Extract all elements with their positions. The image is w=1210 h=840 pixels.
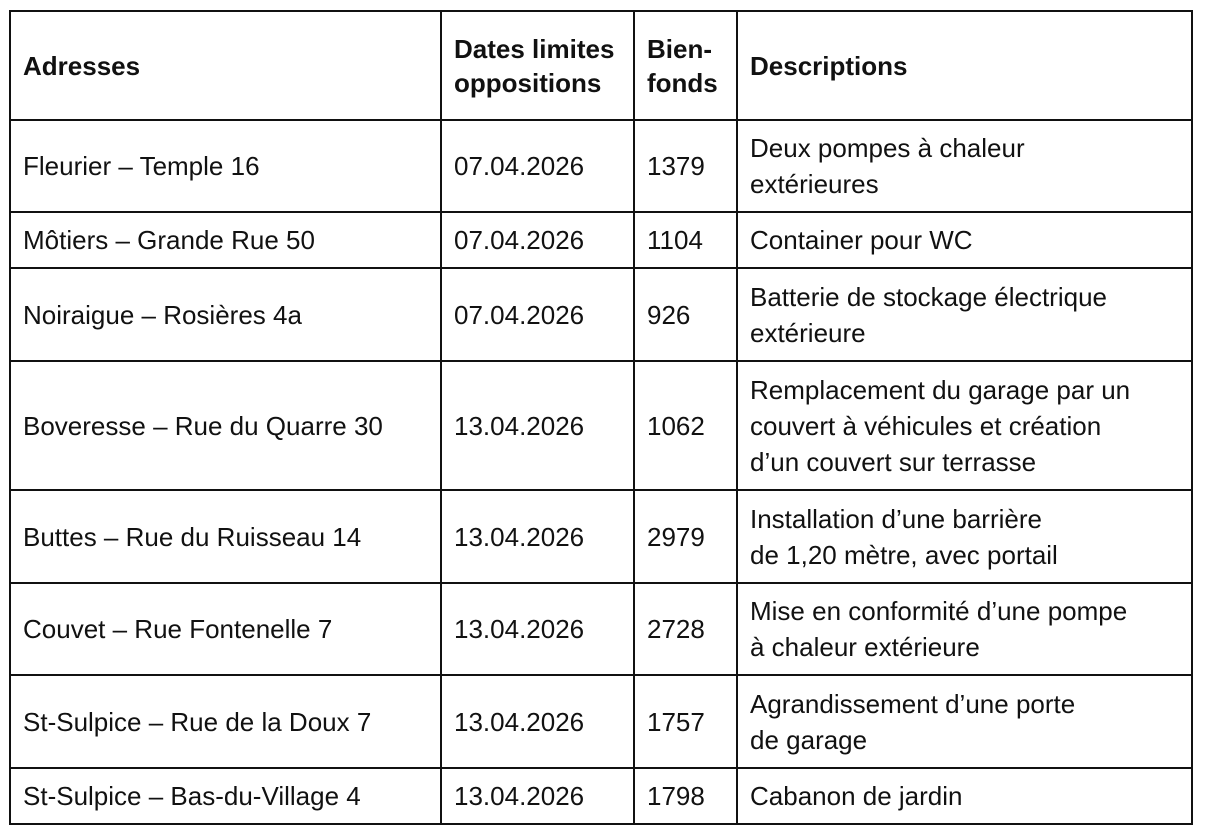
- cell-description: Mise en conformité d’une pompe à chaleur extérieure: [737, 583, 1192, 675]
- cell-parcel: 1379: [634, 120, 737, 212]
- cell-description: Agrandissement d’une porte de garage: [737, 675, 1192, 768]
- cell-address: Môtiers – Grande Rue 50: [10, 212, 441, 268]
- cell-address: Fleurier – Temple 16: [10, 120, 441, 212]
- cell-address: Couvet – Rue Fontenelle 7: [10, 583, 441, 675]
- cell-address: Noiraigue – Rosières 4a: [10, 268, 441, 361]
- cell-deadline: 13.04.2026: [441, 583, 634, 675]
- table-row: [10, 675, 1192, 768]
- header-description: Descriptions: [737, 11, 1192, 120]
- cell-description: Container pour WC: [737, 212, 1192, 268]
- cell-deadline: 13.04.2026: [441, 768, 634, 824]
- cell-deadline: 13.04.2026: [441, 361, 634, 490]
- table-row: [10, 361, 1192, 490]
- cell-address: Boveresse – Rue du Quarre 30: [10, 361, 441, 490]
- header-row: [10, 11, 1192, 120]
- cell-parcel: 1757: [634, 675, 737, 768]
- construction-notices-table: [9, 10, 1193, 825]
- cell-deadline: 13.04.2026: [441, 490, 634, 583]
- table-row: [10, 768, 1192, 824]
- header-parcel: Bien- fonds: [634, 11, 737, 120]
- table-row: [10, 212, 1192, 268]
- table-row: [10, 268, 1192, 361]
- cell-parcel: 926: [634, 268, 737, 361]
- table-row: [10, 583, 1192, 675]
- header-address: Adresses: [10, 11, 441, 120]
- cell-deadline: 07.04.2026: [441, 212, 634, 268]
- cell-description: Deux pompes à chaleur extérieures: [737, 120, 1192, 212]
- table-body: [10, 120, 1192, 824]
- cell-description: Remplacement du garage par un couvert à véhicules et création d’un couvert sur terrasse: [737, 361, 1192, 490]
- cell-deadline: 07.04.2026: [441, 120, 634, 212]
- cell-deadline: 07.04.2026: [441, 268, 634, 361]
- cell-address: Buttes – Rue du Ruisseau 14: [10, 490, 441, 583]
- cell-deadline: 13.04.2026: [441, 675, 634, 768]
- cell-parcel: 2979: [634, 490, 737, 583]
- cell-parcel: 2728: [634, 583, 737, 675]
- cell-description: Installation d’une barrière de 1,20 mètre, avec portail: [737, 490, 1192, 583]
- cell-parcel: 1798: [634, 768, 737, 824]
- cell-description: Batterie de stockage électrique extérieure: [737, 268, 1192, 361]
- cell-address: St-Sulpice – Bas-du-Village 4: [10, 768, 441, 824]
- header-deadline: Dates limites oppositions: [441, 11, 634, 120]
- cell-parcel: 1062: [634, 361, 737, 490]
- cell-description: Cabanon de jardin: [737, 768, 1192, 824]
- cell-address: St-Sulpice – Rue de la Doux 7: [10, 675, 441, 768]
- table-header: [10, 11, 1192, 120]
- table-row: [10, 120, 1192, 212]
- cell-parcel: 1104: [634, 212, 737, 268]
- table-row: [10, 490, 1192, 583]
